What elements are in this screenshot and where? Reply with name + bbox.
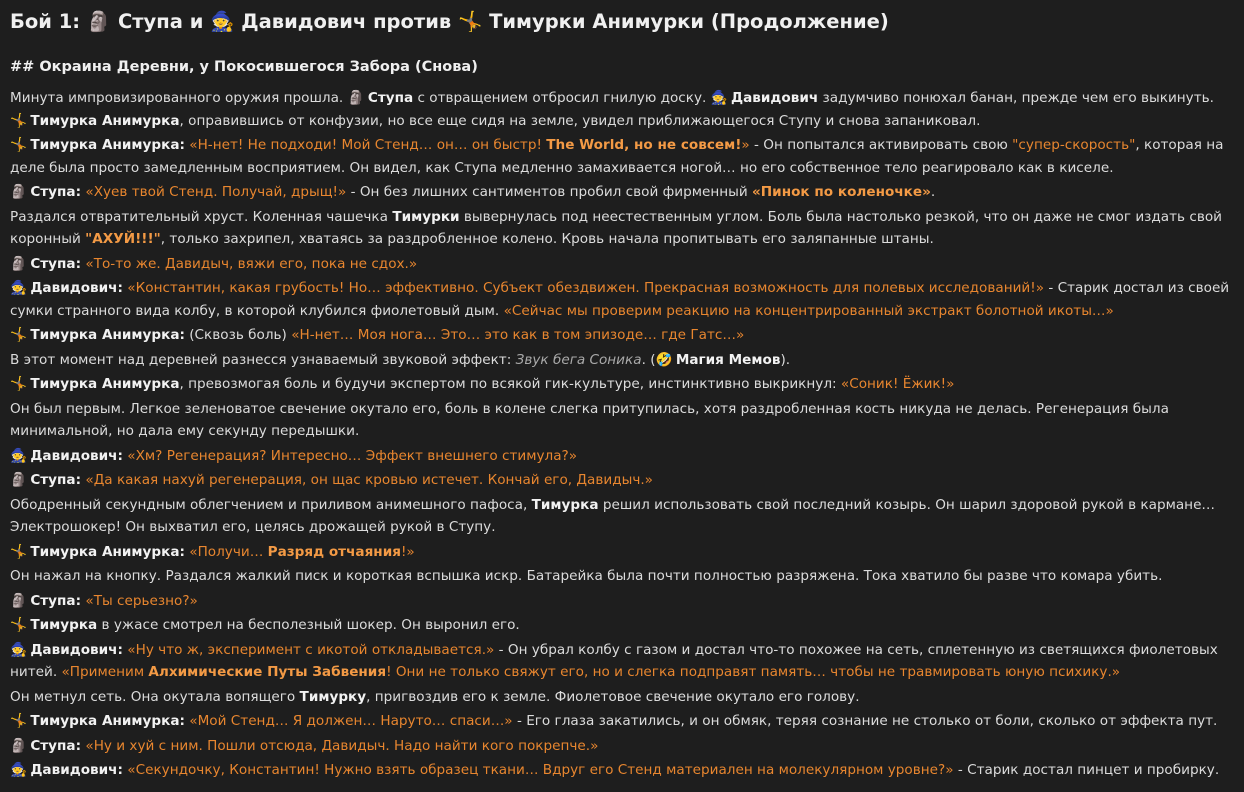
text: , превозмогая боль и будучи экспертом по всякой гик-культуре, инстинктивно выкрикнул: xyxy=(179,376,841,392)
dialogue-line xyxy=(10,735,1234,758)
stupa-icon: 🗿 xyxy=(10,184,27,200)
speaker-name: Ступа: xyxy=(30,255,82,272)
text: ). xyxy=(780,351,791,368)
text: , только захрипел, хватаясь за раздробленное колено. Кровь начала пропитывать его заляпанные штаны. xyxy=(160,231,934,247)
speaker-name: Ступа: xyxy=(30,472,82,488)
dialogue-quote: «Да какая нахуй регенерация, он щас кровью истечет. Кончай его, Давидыч.» xyxy=(85,472,654,488)
dialogue-quote: «Соник! Ёжик!» xyxy=(840,376,955,392)
stupa-icon: 🗿 xyxy=(347,90,365,106)
text: . ( xyxy=(641,351,656,368)
dialogue-quote: «Хм? Регенерация? Интересно… Эффект внешнего стимула?» xyxy=(127,447,578,464)
paragraph: Он нажал на кнопку. Раздался жалкий писк и короткая вспышка искр. Батарейка была почти полностью разряжена. Тока хватило бы разве что комара убить. xyxy=(10,568,1163,584)
stupa-icon: 🗿 xyxy=(10,737,27,754)
wizard-icon: 🧙 xyxy=(10,641,27,658)
dialogue-quote: «Секундочку, Константин! Нужно взять образец ткани… Вдруг его Стенд материален на молекулярном уровне?» xyxy=(127,762,954,778)
dialogue-quote: «Сейчас мы проверим реакцию на концентрированный экстракт болотной икоты…» xyxy=(503,302,1114,319)
title-name-davidovich: Давидович против xyxy=(234,10,459,33)
wizard-icon: 🧙 xyxy=(210,10,235,33)
dialogue-quote xyxy=(189,544,414,560)
paragraph xyxy=(10,87,1234,132)
speaker-name: Ступа xyxy=(367,90,414,106)
text: с отвращением отбросил гнилую доску. xyxy=(413,90,711,106)
highlight: "супер-скорость" xyxy=(1012,137,1136,153)
dialogue-line xyxy=(10,469,1234,492)
speaker-name: Давидович: xyxy=(30,762,123,778)
stupa-icon: 🗿 xyxy=(10,472,27,488)
stupa-icon: 🗿 xyxy=(10,255,27,272)
text: (Сквозь боль) xyxy=(184,327,292,343)
text: , оправившись от конфузии, но все еще сидя на земле, увидел приближающегося Ступу и снова запаниковал. xyxy=(179,112,981,129)
cartwheel-icon: 🤸 xyxy=(10,376,27,392)
speaker-name: Ступа: xyxy=(30,184,82,200)
speaker-name: Давидович: xyxy=(30,641,123,658)
cartwheel-icon: 🤸 xyxy=(10,112,27,129)
paragraph xyxy=(10,686,1234,709)
text: , которая на деле была просто замедленным восприятием. Он видел, как Ступа медленно замахивается ногой… но его собственное тело реагировало как в киселе. xyxy=(10,137,1224,176)
scene-heading: ## Окраина Деревни, у Покосившегося Забора (Снова) xyxy=(10,59,478,75)
text: «Применим xyxy=(61,664,149,680)
cartwheel-icon: 🤸 xyxy=(10,713,27,729)
stupa-icon: 🗿 xyxy=(10,592,27,609)
dialogue-quote: «Ты серьезно?» xyxy=(85,592,198,609)
text: решил использовать свой последний козырь. Он шарил здоровой рукой в кармане… Электрошокер! Он выхватил его, целясь дрожащей рукой в Ступу. xyxy=(10,496,1216,535)
speaker-name: Давидович: xyxy=(30,280,123,296)
emphasis: The World, но не совсем! xyxy=(546,137,742,153)
dialogue-line xyxy=(10,373,1234,396)
cartwheel-icon: 🤸 xyxy=(10,327,27,343)
text: - Старик достал пинцет и пробирку. xyxy=(953,762,1220,778)
speaker-name: Тимурка xyxy=(30,617,98,633)
dialogue-quote xyxy=(189,137,749,153)
dialogue-line xyxy=(10,710,1234,733)
text: Он метнул сеть. Она окутала вопящего xyxy=(10,688,300,705)
text: » xyxy=(741,137,750,153)
dialogue-quote: «Мой Стенд… Я должен… Наруто… спаси…» xyxy=(189,713,513,729)
text: , пригвоздив его к земле. Фиолетовое свечение окутало его голову. xyxy=(366,688,860,705)
emphasis: «Пинок по коленочке» xyxy=(752,184,931,200)
title-name-stupa: Ступа и xyxy=(111,10,211,33)
dialogue-line xyxy=(10,590,1234,613)
cartwheel-icon: 🤸 xyxy=(10,617,27,633)
speaker-name: Тимурка Анимурка: xyxy=(30,137,185,153)
dialogue-quote: «Хуев твой Стенд. Получай, дрыщ!» xyxy=(85,184,347,200)
paragraph: Он был первым. Легкое зеленоватое свечение окутало его, боль в колене слегка притупилась, хотя раздробленная кость никуда не делась. Регенерация была минимальной, но дала ему секунду передышки. xyxy=(10,400,1169,439)
text: вывернулась под неестественным углом. Боль была настолько резкой, что он даже не смог издать свой коронный xyxy=(10,208,1222,247)
paragraph xyxy=(10,614,1234,637)
speaker-name: Давидович: xyxy=(30,447,123,464)
text: - Он попытался активировать свою xyxy=(749,137,1013,153)
text: - Старик достал из своей сумки странного вида колбу, в которой клубился фиолетовый дым. xyxy=(10,280,1230,319)
dialogue-line xyxy=(10,277,1234,322)
laughing-face-icon: 🤣 xyxy=(655,351,673,368)
text: в ужасе смотрел на бесполезный шокер. Он выронил его. xyxy=(97,617,520,633)
emphasis: Тимурку xyxy=(299,688,367,705)
text: - Он убрал колбу с газом и достал что-то похожее на сеть, сплетенную из светящихся фиолетовых нитей. xyxy=(10,641,1218,680)
dialogue-line xyxy=(10,181,1234,204)
page-title xyxy=(10,8,1234,36)
text: В этот момент над деревней разнесся узнаваемый звуковой эффект: xyxy=(10,351,516,368)
speaker-name: Тимурка Анимурка: xyxy=(30,327,185,343)
speaker-name: Тимурка Анимурка: xyxy=(30,713,185,729)
speaker-name: Тимурка Анимурка xyxy=(30,112,180,129)
text: - Его глаза закатились, и он обмяк, теряя сознание не столько от боли, сколько от эффекта пут. xyxy=(512,713,1218,729)
wizard-icon: 🧙 xyxy=(10,762,27,778)
dialogue-quote xyxy=(61,664,1120,680)
title-prefix: Бой 1: xyxy=(10,10,87,33)
title-name-timurka: Тимурки Анимурки (Продолжение) xyxy=(482,10,889,33)
dialogue-quote: «Ну и хуй с ним. Пошли отсюда, Давидыч. Надо найти кого покрепче.» xyxy=(85,737,599,754)
cartwheel-icon: 🤸 xyxy=(458,10,483,33)
text: «Н-нет! Не подходи! Мой Стенд… он… он быстр! xyxy=(189,137,547,153)
emphasis: Алхимические Путы Забвения xyxy=(148,664,387,680)
emphasis: Тимурка xyxy=(531,496,599,513)
speaker-name: Давидович xyxy=(731,90,819,106)
text: !» xyxy=(400,543,415,560)
text: Ободренный секундным облегчением и приливом анимешного пафоса, xyxy=(10,496,532,513)
paragraph xyxy=(10,494,1234,539)
cartwheel-icon: 🤸 xyxy=(10,137,27,153)
text: задумчиво понюхал банан, прежде чем его выкинуть. xyxy=(818,90,1214,106)
speaker-name: Ступа: xyxy=(30,737,82,754)
paragraph xyxy=(10,349,1234,372)
dialogue-line xyxy=(10,541,1234,564)
dialogue-quote: «Н-нет… Моя нога… Это… это как в том эпизоде… где Гатс…» xyxy=(291,327,745,343)
wizard-icon: 🧙 xyxy=(10,447,27,464)
paragraph xyxy=(10,206,1234,251)
text: . xyxy=(930,184,936,200)
dialogue-line xyxy=(10,324,1234,347)
wizard-icon: 🧙 xyxy=(10,280,27,296)
emphasis: "АХУЙ!!!" xyxy=(85,231,161,247)
text: Раздался отвратительный хруст. Коленная чашечка xyxy=(10,208,393,225)
dialogue-quote: «То-то же. Давидыч, вяжи его, пока не сдох.» xyxy=(85,255,418,272)
speaker-name: Тимурка Анимурка xyxy=(30,376,180,392)
dialogue-line xyxy=(10,253,1234,276)
cartwheel-icon: 🤸 xyxy=(10,543,27,560)
dialogue-line xyxy=(10,445,1234,468)
text: Минута импровизированного оружия прошла. xyxy=(10,90,348,106)
dialogue-line xyxy=(10,759,1234,782)
italic-text: Звук бега Соника xyxy=(515,351,642,368)
dialogue-quote: «Ну что ж, эксперимент с икотой откладывается.» xyxy=(127,641,495,658)
dialogue-quote: «Константин, какая грубость! Но… эффективно. Субъект обездвижен. Прекрасная возможность для полевых исследований!» xyxy=(127,280,1045,296)
emphasis: Разряд отчаяния xyxy=(267,543,401,560)
dialogue-line xyxy=(10,134,1234,179)
speaker-name: Ступа: xyxy=(30,592,82,609)
text: - Он без лишних сантиментов пробил свой фирменный xyxy=(346,184,753,200)
emphasis: Магия Мемов xyxy=(675,351,781,368)
stupa-icon: 🗿 xyxy=(86,10,112,33)
emphasis: Тимурки xyxy=(392,208,460,225)
speaker-name: Тимурка Анимурка: xyxy=(30,543,185,560)
wizard-icon: 🧙 xyxy=(710,90,728,106)
text: ! Они не только свяжут его, но и слегка подправят память… чтобы не травмировать юную психику.» xyxy=(386,664,1121,680)
text: «Получи… xyxy=(189,543,268,560)
dialogue-line xyxy=(10,639,1234,684)
